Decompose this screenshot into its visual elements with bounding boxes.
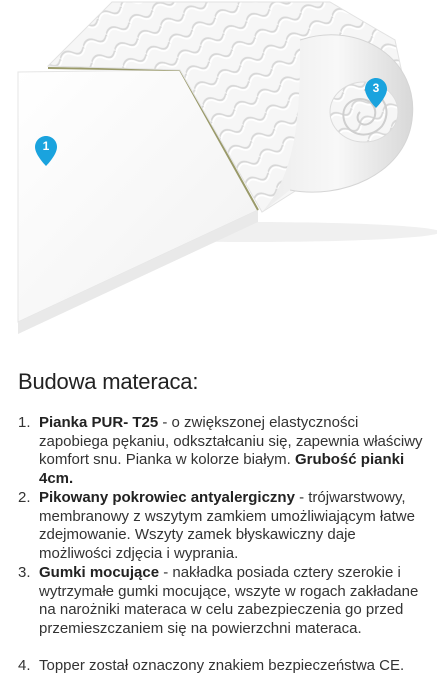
feature-title: Gumki mocujące: [39, 564, 160, 581]
list-item: [18, 564, 428, 657]
roll-spiral: [330, 82, 398, 142]
list-item: [18, 414, 428, 489]
marker-pin-1[interactable]: [35, 136, 57, 166]
feature-text: - nakładka posiada cztery szerokie i wytrzymałe gumki mocujące, wszyte w rogach zakładane na narożniki materaca w celu zabezpieczenia go przed przemieszczaniem się na powierzchni materaca.: [39, 564, 419, 637]
list-number: 1.: [18, 414, 31, 431]
feature-text: Topper został oznaczony znakiem bezpieczeństwa CE.: [39, 657, 405, 674]
marker-pin-label: 3: [372, 81, 380, 95]
feature-text: - o zwiększonej elastyczności zapobiega pękaniu, odkształcaniu się, zapewnia właściwy komfort snu. Pianka w kolorze białym.: [39, 414, 423, 468]
list-number: 2.: [18, 489, 31, 506]
features-list: [18, 414, 428, 697]
marker-pin-3[interactable]: [365, 78, 387, 108]
list-item: [18, 657, 428, 697]
list-number: 3.: [18, 564, 31, 581]
section-heading: Budowa materaca:: [18, 369, 199, 394]
feature-emphasis: Grubość pianki 4cm.: [39, 451, 405, 487]
list-item: [18, 489, 428, 564]
feature-title: Pikowany pokrowiec antyalergiczny: [39, 489, 295, 506]
feature-text: - trójwarstwowy, membranowy z wszytym zamkiem umożliwiającym łatwe zdejmowanie. Wszyty zamek błyskawiczny daje możliwości zdjęcia i wyprania.: [39, 489, 415, 562]
list-number: 4.: [18, 657, 31, 674]
feature-title: Pianka PUR- T25: [39, 414, 159, 431]
marker-pin-label: 1: [42, 139, 50, 153]
